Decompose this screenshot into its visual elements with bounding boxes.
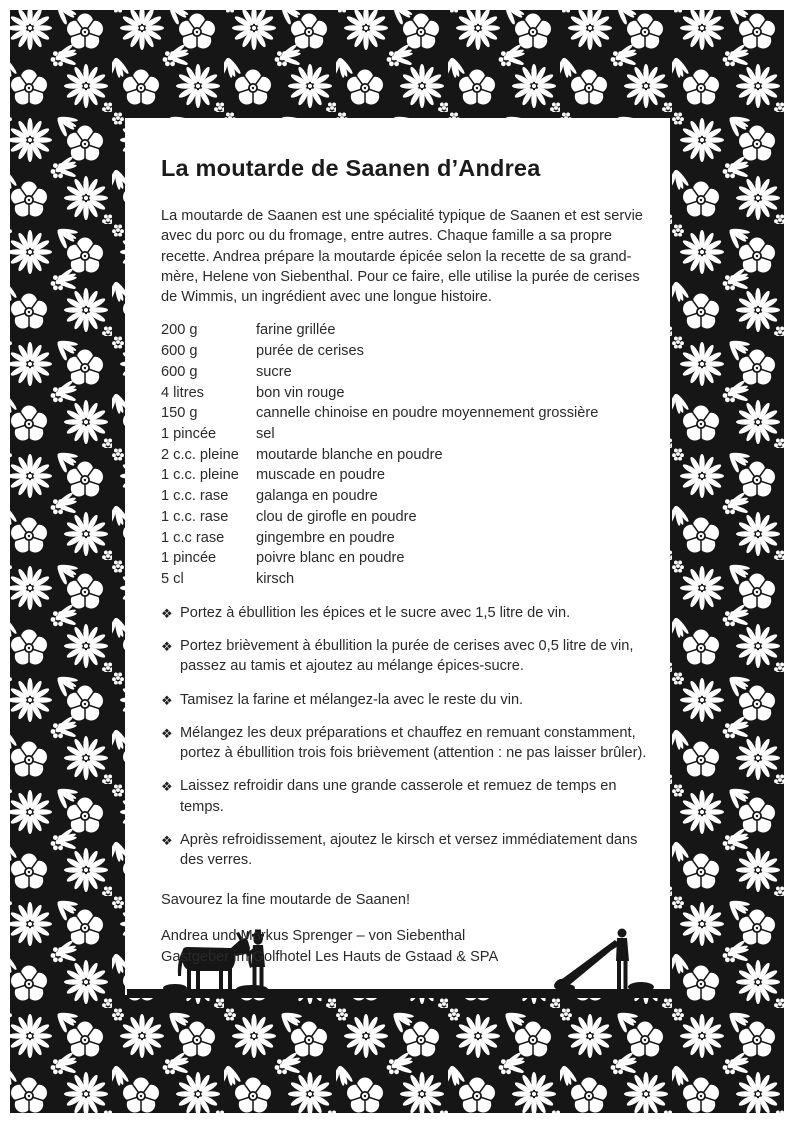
diamond-bullet-icon: ❖ — [161, 779, 173, 795]
ingredient-row — [161, 341, 656, 362]
ingredient-name: cannelle chinoise en poudre moyennement grossière — [256, 405, 599, 422]
ingredient-qty: 200 g — [161, 322, 198, 339]
step-text: Portez à ébullition les épices et le sucre avec 1,5 litre de vin. — [180, 604, 571, 621]
ingredient-list — [161, 320, 656, 589]
closing-line: Savourez la fine moutarde de Saanen! — [161, 891, 411, 908]
ingredient-qty: 1 c.c rase — [161, 529, 225, 546]
ingredient-name: clou de girofle en poudre — [256, 508, 417, 525]
ingredient-row — [161, 528, 656, 549]
signature-authors: Andrea und Markus Sprenger – von Siebenthal — [161, 927, 466, 944]
diamond-bullet-icon: ❖ — [161, 725, 173, 741]
ingredient-qty: 1 pincée — [161, 426, 217, 442]
ingredient-row — [161, 548, 656, 569]
ingredient-name: galanga en poudre — [256, 488, 378, 505]
step-text: Tamisez la farine et mélangez-la avec le reste du vin. — [180, 691, 524, 708]
ingredient-qty: 4 litres — [161, 384, 204, 401]
ingredient-qty: 1 c.c. rase — [161, 508, 229, 525]
intro-paragraph: La moutarde de Saanen est une spécialité typique de Saanen et est servie avec du porc ou du fromage, entre autres. Chaque famille a sa propre recette. Andrea prépare la moutarde épicée selon la recette de sa grand-mère, Helene von Siebenthal. Pour ce faire, elle utilise la purée de cerises de Wimmis, un ingrédient avec une longue histoire. — [161, 208, 643, 306]
ingredient-name: bon vin rouge — [256, 384, 345, 401]
diamond-bullet-icon: ❖ — [161, 833, 173, 848]
signature-hotel: Gastgeber im Golfhotel Les Hauts de Gstaad & SPA — [161, 949, 499, 966]
recipe-content — [125, 118, 670, 995]
ingredient-row — [161, 486, 656, 507]
ingredient-qty: 1 c.c. rase — [161, 488, 229, 505]
recipe-step — [161, 690, 656, 710]
ingredient-name: poivre blanc en poudre — [256, 550, 405, 567]
ingredient-row — [161, 320, 656, 341]
diamond-bullet-icon: ❖ — [161, 605, 173, 621]
ingredient-qty: 5 cl — [161, 570, 184, 587]
ingredient-row — [161, 569, 656, 590]
recipe-step — [161, 830, 656, 871]
ingredient-name: kirsch — [256, 570, 295, 587]
ingredient-row — [161, 383, 656, 404]
ingredient-name: sucre — [256, 363, 292, 380]
ingredient-name: sel — [256, 426, 275, 442]
recipe-step — [161, 723, 656, 764]
ingredient-row — [161, 445, 656, 466]
ingredient-row — [161, 424, 656, 445]
ingredient-row — [161, 507, 656, 528]
ingredient-qty: 150 g — [161, 405, 198, 422]
diamond-bullet-icon: ❖ — [161, 638, 173, 654]
step-text: Mélangez les deux préparations et chauffez en remuant constamment, portez à ébullition trois fois brièvement (attention : ne pas laisser brûler). — [180, 724, 647, 762]
ingredient-qty: 600 g — [161, 343, 198, 360]
ingredient-row — [161, 465, 656, 486]
ingredient-name: muscade en poudre — [256, 467, 385, 484]
recipe-step — [161, 603, 656, 623]
signature-block — [161, 926, 656, 969]
ingredient-qty: 2 c.c. pleine — [161, 446, 239, 463]
recipe-step — [161, 776, 656, 817]
ingredient-name: purée de cerises — [256, 343, 364, 360]
step-text: Portez brièvement à ébullition la purée de cerises avec 0,5 litre de vin, passez au tamis et ajoutez au mélange épices-sucre. — [180, 637, 634, 675]
recipe-step — [161, 636, 656, 677]
ingredient-name: moutarde blanche en poudre — [256, 446, 443, 463]
step-text: Laissez refroidir dans une grande casserole et remuez de temps en temps. — [180, 778, 617, 815]
step-text: Après refroidissement, ajoutez le kirsch et versez immédiatement dans des verres. — [180, 832, 638, 869]
ingredient-qty: 600 g — [161, 363, 198, 380]
ingredient-row — [161, 403, 656, 424]
step-list — [161, 603, 656, 871]
ingredient-row — [161, 362, 656, 383]
diamond-bullet-icon: ❖ — [161, 692, 173, 708]
ingredient-name: gingembre en poudre — [256, 529, 395, 546]
ingredient-name: farine grillée — [256, 322, 336, 339]
ingredient-qty: 1 c.c. pleine — [161, 467, 239, 484]
page-title: La moutarde de Saanen d’Andrea — [161, 155, 541, 181]
ingredient-qty: 1 pincée — [161, 550, 217, 567]
